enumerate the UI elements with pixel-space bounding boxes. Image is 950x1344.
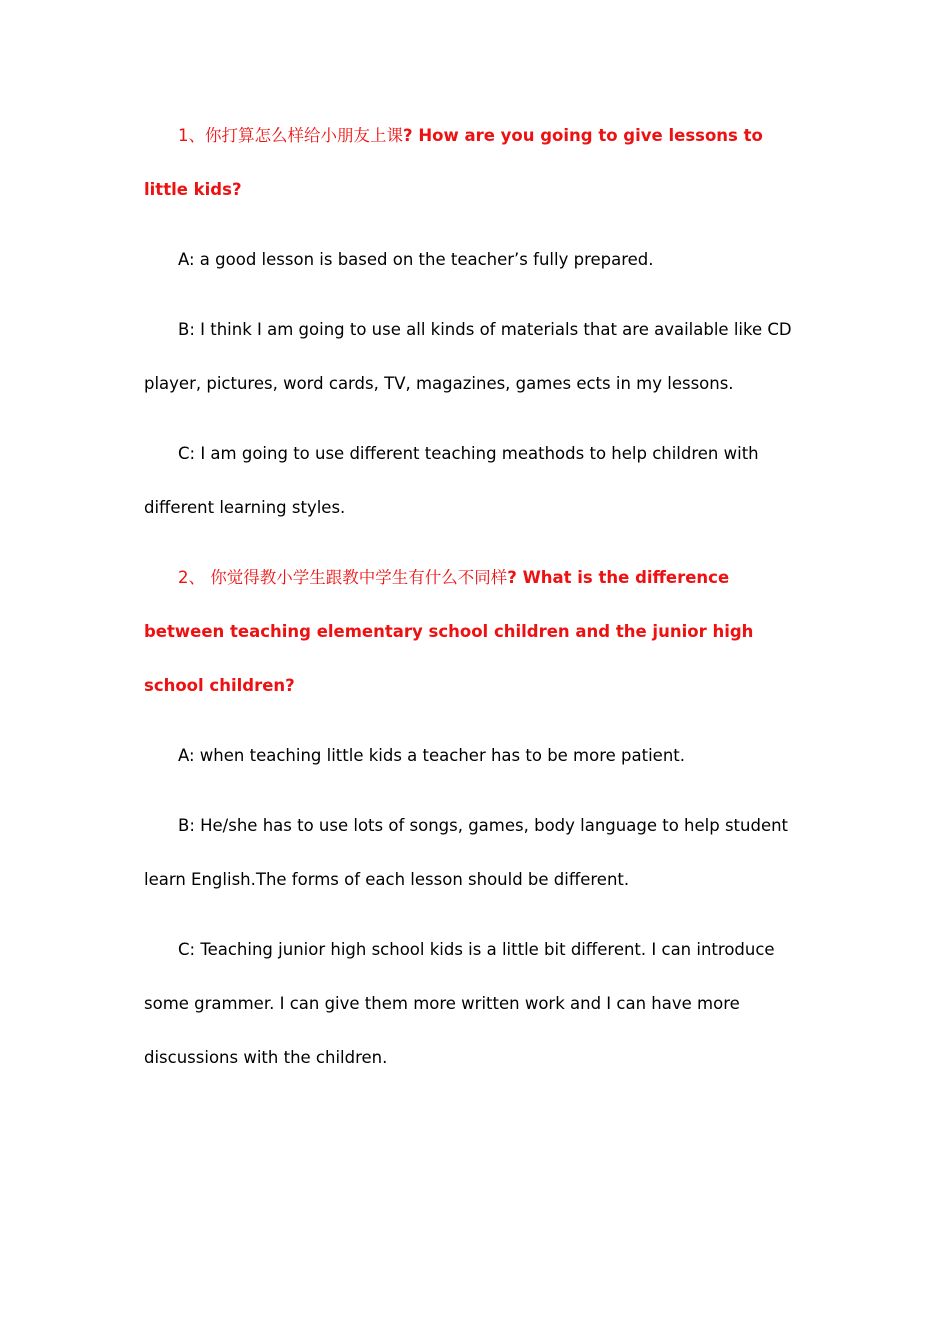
question-1-answer-a: A: a good lesson is based on the teacher’s fully prepared.: [178, 250, 654, 269]
question-2: [144, 551, 806, 713]
question-1-chinese: 1、你打算怎么样给小朋友上课: [178, 126, 403, 145]
document-body: [144, 109, 806, 1101]
question-1-answer-c: C: I am going to use different teaching meathods to help children with different learning styles.: [144, 444, 759, 517]
question-2-english: ? What is the difference between teaching elementary school children and the junior high school children?: [144, 568, 754, 695]
question-2-answer-a: A: when teaching little kids a teacher has to be more patient.: [178, 746, 686, 765]
question-1: [144, 109, 806, 217]
question-2-answer-c: C: Teaching junior high school kids is a little bit different. I can introduce some grammer. I can give them more written work and I can have more discussions with the children.: [144, 940, 775, 1067]
question-1-answer-b: B: I think I am going to use all kinds of materials that are available like CD player, pictures, word cards, TV, magazines, games ects in my lessons.: [144, 320, 792, 393]
question-1-english: ? How are you going to give lessons to little kids?: [144, 126, 763, 199]
question-2-answer-b: B: He/she has to use lots of songs, games, body language to help student learn English.The forms of each lesson should be different.: [144, 816, 789, 889]
question-2-chinese: 2、 你觉得教小学生跟教中学生有什么不同样: [178, 568, 508, 587]
